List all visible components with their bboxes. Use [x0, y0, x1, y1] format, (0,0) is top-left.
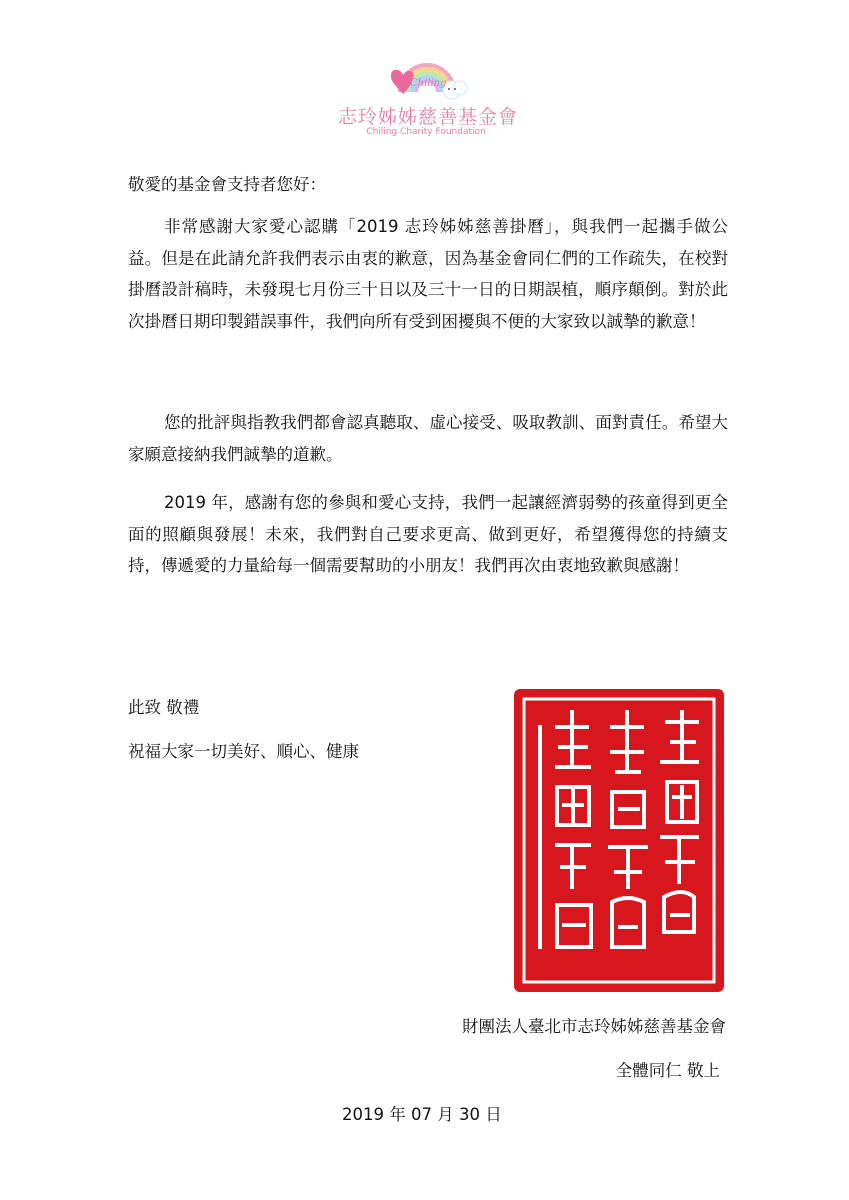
foundation-name-zh: 志玲姊姊慈善基金會 — [338, 106, 519, 128]
foundation-name-en: Chiling Charity Foundation — [366, 127, 486, 137]
letter-salutation: 敬愛的基金會支持者您好： — [128, 175, 326, 194]
signature-staff: 全體同仁 敬上 — [615, 1061, 720, 1080]
foundation-logo — [338, 52, 519, 142]
rainbow-heart-logo-icon — [382, 52, 472, 102]
logo-script-text: Chiling — [410, 78, 447, 89]
closing-wishes: 祝福大家一切美好、順心、健康 — [128, 742, 359, 761]
letter-date: 2019 年 07 月 30 日 — [342, 1105, 502, 1124]
signature-organization: 財團法人臺北市志玲姊姊慈善基金會 — [462, 1017, 726, 1036]
letter-paragraph-1: 非常感謝大家愛心認購「2019 志玲姊姊慈善掛曆」，與我們一起攜手做公益。但是在此請允許我們表示由衷的歉意，因為基金會同仁們的工作疏失，在校對掛曆設計稿時，未發現七月份三十日以及三十一日的日期誤植，順序顛倒。對於此次掛曆日期印製錯誤事件，我們向所有受到困擾與不便的大家致以誠摯的歉意！ — [128, 217, 728, 331]
letter-paragraph-2: 您的批評與指教我們都會認真聽取、虛心接受、吸取教訓、面對責任。希望大家願意接納我們誠摯的道歉。 — [128, 413, 728, 464]
closing-regards: 此致 敬禮 — [128, 698, 200, 717]
foundation-seal-stamp — [512, 687, 726, 994]
letter-paragraph-3: 2019 年，感謝有您的參與和愛心支持，我們一起讓經濟弱勢的孩童得到更全面的照顧與發展！未來，我們對自己要求更高、做到更好，希望獲得您的持續支持，傳遞愛的力量給每一個需要幫助的小朋友！我們再次由衷地致歉與感謝！ — [128, 493, 728, 575]
